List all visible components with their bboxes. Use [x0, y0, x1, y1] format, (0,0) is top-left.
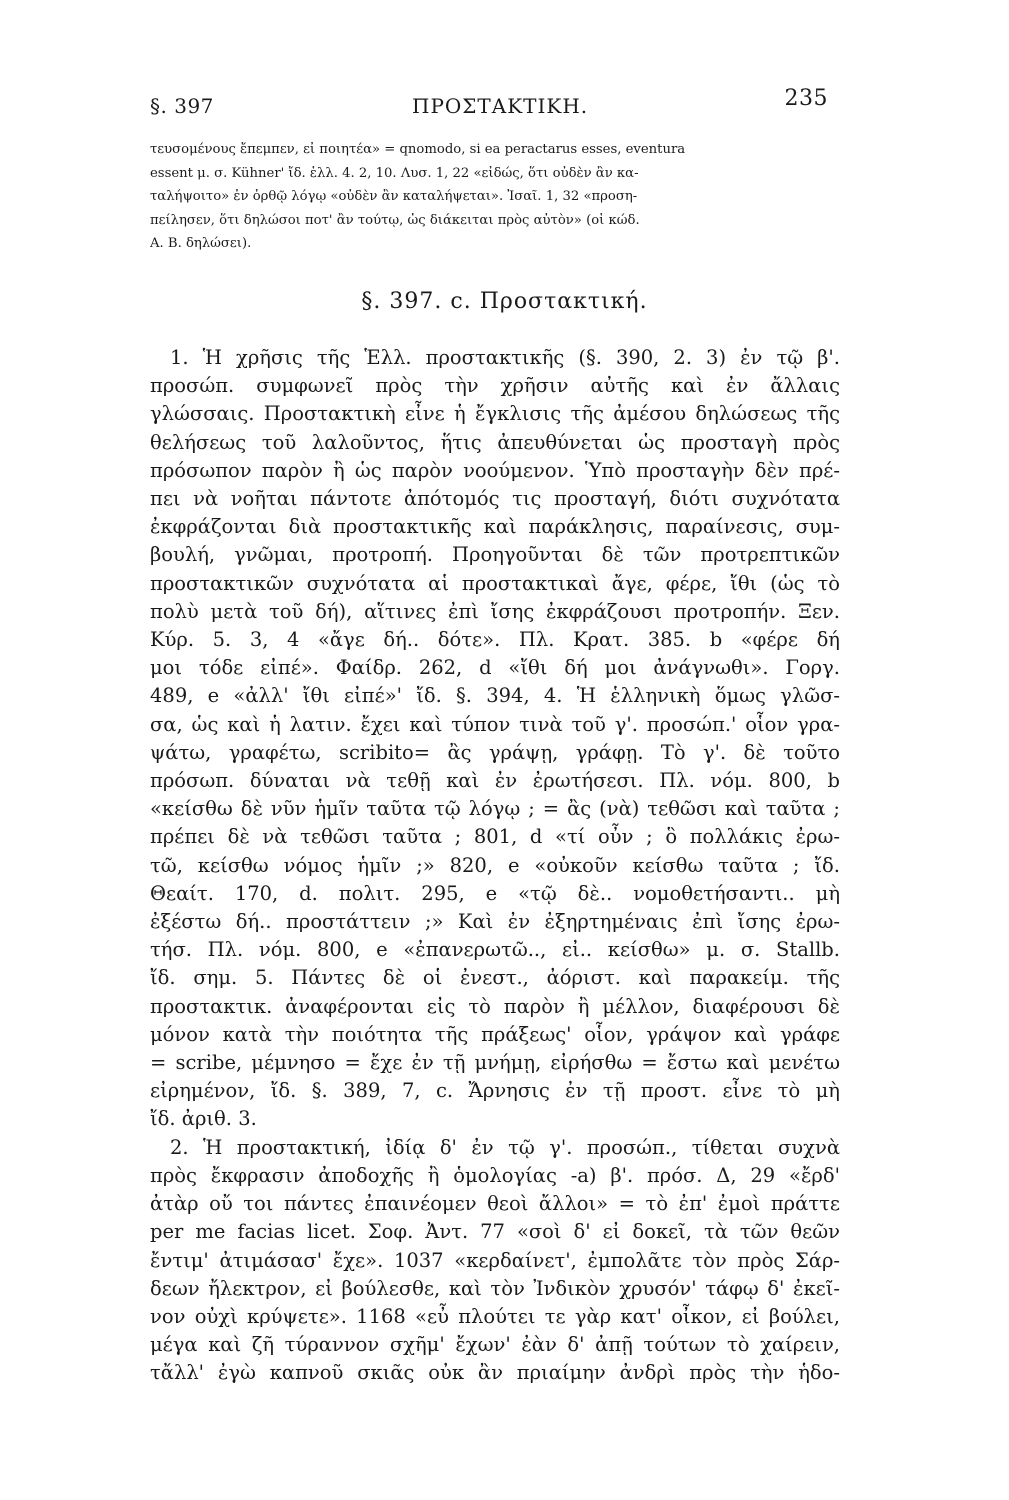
body-text — [150, 344, 840, 1388]
header-section-ref: §. 397 — [150, 94, 214, 118]
text-line: σα, ὡς καὶ ἡ λατιν. ἔχει καὶ τύπον τινὰ τοῦ γ'. προσώπ.' οἷον γρα- — [150, 712, 840, 736]
text-line: ψάτω, γραφέτω, scribito= ἂς γράψῃ, γράφῃ. Τὸ γ'. δὲ τοῦτο — [150, 740, 840, 764]
text-line: μέγα καὶ ζῆ τύραννον σχῆμ' ἔχων' ἐὰν δ' ἀπῇ τούτων τὸ χαίρειν, — [150, 1333, 840, 1357]
footnote-line: Α. Β. δηλώσει). — [150, 236, 252, 251]
text-line: εἰρημένον, ἴδ. §. 389, 7, c. Ἄρνησις ἐν τῇ προστ. εἶνε τὸ μὴ — [150, 1079, 840, 1103]
text-line: τἄλλ' ἐγὼ καπνοῦ σκιᾶς οὐκ ἂν πριαίμην ἀνδρὶ πρὸς τὴν ἡδο- — [150, 1361, 840, 1385]
text-line: μοι τόδε εἰπέ». Φαίδρ. 262, d «ἴθι δή μοι ἀνάγνωθι». Γοργ. — [150, 656, 840, 680]
text-line: = scribe, μέμνησο = ἔχε ἐν τῇ μνήμῃ, εἰρήσθω = ἔστω καὶ μενέτω — [150, 1051, 840, 1075]
header-title: ΠΡΟΣΤΑΚΤΙΚΗ. — [412, 94, 589, 118]
text-line: γλώσσαις. Προστακτικὴ εἶνε ἡ ἔγκλισις τῆς ἀμέσου δηλώσεως τῆς — [150, 402, 840, 426]
text-line: ἴδ. σημ. 5. Πάντες δὲ οἱ ἐνεστ., ἀόριστ. καὶ παρακείμ. τῆς — [150, 966, 840, 990]
paragraph-1-start: 1. Ἡ χρῆσις τῆς Ἑλλ. προστακτικῆς (§. 390, 2. 3) ἐν τῷ β'. — [170, 346, 840, 369]
text-line: ἐξέστω δή.. προστάττειν ;» Καὶ ἐν ἐξηρτημέναις ἐπὶ ἴσης ἐρω- — [150, 910, 840, 934]
text-line: Κύρ. 5. 3, 4 «ἄγε δή.. δότε». Πλ. Κρατ. 385. b «φέρε δή — [150, 628, 840, 652]
footnote-line: τευσομένους ἔπεμπεν, εἰ ποιητέα» = qnomodo, si ea peractarus esses, eventura — [150, 142, 686, 157]
text-line: πρέπει δὲ νὰ τεθῶσι ταῦτα ; 801, d «τί οὖν ; ὃ πολλάκις ἐρω- — [150, 825, 840, 849]
footnote-line: ταλήψοιτο» ἐν ὀρθῷ λόγῳ «οὐδὲν ἂν καταλήψεται». Ἰσαῖ. 1, 32 «προση- — [150, 189, 638, 204]
text-line: per me facias licet. Σοφ. Ἀντ. 77 «σοὶ δ' εἰ δοκεῖ, τὰ τῶν θεῶν — [150, 1220, 840, 1244]
text-line: ἀτὰρ οὔ τοι πάντες ἐπαινέομεν θεοὶ ἄλλοι» = τὸ ἐπ' ἐμοὶ πράττε — [150, 1192, 840, 1216]
footnote-block — [150, 138, 840, 256]
text-line: μόνον κατὰ τὴν ποιότητα τῆς πράξεως' οἷον, γράψον καὶ γράφε — [150, 1022, 840, 1046]
footnote-line: essent μ. σ. Kühner' ἴδ. ἑλλ. 4. 2, 10. Λυσ. 1, 22 «εἰδώς, ὅτι οὐδὲν ἂν κα- — [150, 165, 639, 181]
section-heading: §. 397. c. Προστακτική. — [361, 289, 648, 314]
text-line: ἐκφράζονται διὰ προστακτικῆς καὶ παράκλησις, παραίνεσις, συμ- — [150, 515, 840, 539]
text-line: προστακτικ. ἀναφέρονται εἰς τὸ παρὸν ἢ μέλλον, διαφέρουσι δὲ — [150, 994, 840, 1018]
text-line: προστακτικῶν συχνότατα αἱ προστακτικαὶ ἄγε, φέρε, ἴθι (ὡς τὸ — [150, 571, 840, 595]
paragraph-2-start: 2. Ἡ προστακτική, ἰδίᾳ δ' ἐν τῷ γ'. προσώπ., τίθεται συχνὰ — [170, 1135, 840, 1159]
running-header — [150, 86, 830, 120]
text-line: «κείσθω δὲ νῦν ἡμῖν ταῦτα τῷ λόγῳ ; = ἂς (νὰ) τεθῶσι καὶ ταῦτα ; — [150, 797, 840, 821]
text-line: θελήσεως τοῦ λαλοῦντος, ἥτις ἀπευθύνεται ὡς προσταγὴ πρὸς — [150, 430, 840, 454]
text-line: τήσ. Πλ. νόμ. 800, e «ἐπανερωτῶ.., εἰ.. κείσθω» μ. σ. Stallb. — [150, 938, 840, 962]
text-line: δεων ἤλεκτρον, εἰ βούλεσθε, καὶ τὸν Ἰνδικὸν χρυσόν' τάφῳ δ' ἐκεῖ- — [150, 1276, 840, 1300]
text-line: πολὺ μετὰ τοῦ δή), αἵτινες ἐπὶ ἴσης ἐκφράζουσι προτροπήν. Ξεν. — [150, 599, 840, 623]
text-line: τῶ, κείσθω νόμος ἡμῖν ;» 820, e «οὐκοῦν κείσθω ταῦτα ; ἴδ. — [150, 853, 840, 877]
text-line: ἔντιμ' ἀτιμάσασ' ἔχε». 1037 «κερδαίνετ', ἐμπολᾶτε τὸν πρὸς Σάρ- — [150, 1248, 840, 1272]
paragraph-1-end: ἴδ. ἀριθ. 3. — [150, 1107, 257, 1131]
text-line: Θεαίτ. 170, d. πολιτ. 295, e «τῷ δὲ.. νομοθετήσαντι.. μὴ — [150, 881, 840, 905]
text-line: πρόσωπον παρὸν ἢ ὡς παρὸν νοούμενον. Ὑπὸ προσταγὴν δὲν πρέ- — [150, 458, 840, 482]
text-line: νον οὐχὶ κρύψετε». 1168 «εὖ πλούτει τε γὰρ κατ' οἶκον, εἰ βούλει, — [150, 1304, 840, 1328]
footnote-line: πείλησεν, ὅτι δηλώσοι ποτ' ἂν τούτῳ, ὡς διάκειται πρὸς αὐτὸν» (οἱ κώδ. — [150, 212, 640, 228]
text-line: βουλή, γνῶμαι, προτροπή. Προηγοῦνται δὲ τῶν προτρεπτικῶν — [150, 543, 840, 567]
text-line: πρὸς ἔκφρασιν ἀποδοχῆς ἢ ὁμολογίας -a) β'. πρόσ. Δ, 29 «ἔρδ' — [150, 1163, 840, 1187]
text-line: 489, e «ἀλλ' ἴθι εἰπέ»' ἴδ. §. 394, 4. Ἡ ἑλληνικὴ ὅμως γλῶσ- — [150, 684, 840, 708]
text-line: πει νὰ νοῆται πάντοτε ἀπότομός τις προσταγή, διότι συχνότατα — [150, 487, 840, 511]
text-line: πρόσωπ. δύναται νὰ τεθῇ καὶ ἐν ἐρωτήσεσι. Πλ. νόμ. 800, b — [150, 769, 840, 793]
text-line: προσώπ. συμφωνεῖ πρὸς τὴν χρῆσιν αὐτῆς καὶ ἐν ἄλλαις — [150, 374, 840, 398]
page-number: 235 — [784, 86, 828, 111]
